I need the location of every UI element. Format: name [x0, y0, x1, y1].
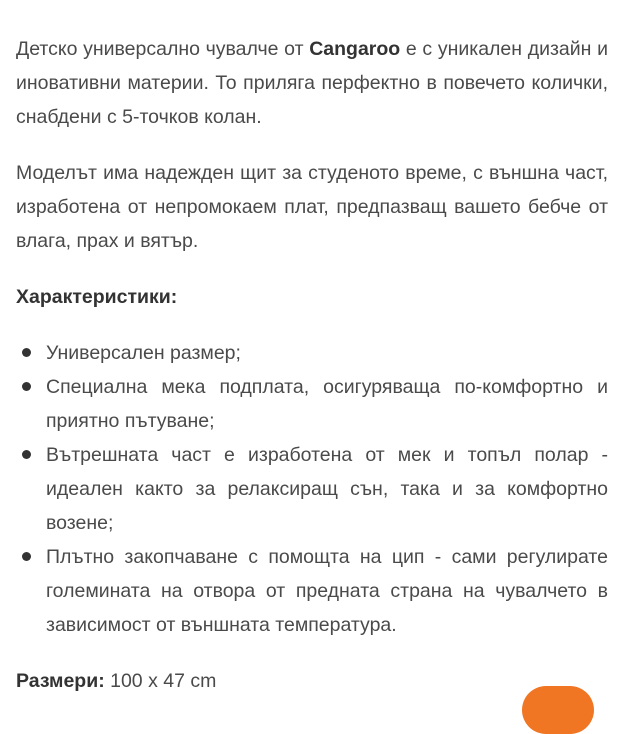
list-item [16, 540, 608, 642]
list-item [16, 438, 608, 540]
dimensions-label: Размери: [16, 670, 105, 692]
list-item-text: Специална мека подплата, осигуряваща по-комфортно и приятно пътуване; [46, 376, 608, 432]
bullet-icon [22, 348, 31, 357]
bullet-icon [22, 382, 31, 391]
description-text-intro: Детско универсално чувалче от [16, 38, 310, 60]
description-paragraph-1 [16, 32, 608, 134]
dimensions-value: 100 x 47 cm [104, 670, 217, 692]
list-item-text: Универсален размер; [46, 342, 241, 364]
list-item [16, 336, 608, 370]
characteristics-list [16, 336, 608, 642]
bullet-icon [22, 552, 31, 561]
product-description [16, 32, 608, 720]
list-item [16, 370, 608, 438]
list-item-text: Плътно закопчаване с помощта на цип - сами регулирате големината на отвора от предната страна на чувалчето в зависимост от външната температура. [46, 546, 608, 636]
brand-name: Cangaroo [309, 38, 401, 60]
bullet-icon [22, 450, 31, 459]
description-text-rest: е с уникален дизайн и иновативни материи. То приляга перфектно в повечето колички, снабдени с 5-точков колан. [16, 38, 608, 128]
characteristics-heading: Характеристики: [16, 286, 178, 308]
dimensions-line [16, 664, 608, 698]
floating-action-button[interactable] [522, 686, 594, 734]
description-paragraph-2: Моделът има надежден щит за студеното време, с външна част, изработена от непромокаем плат, предпазващ вашето бебче от влага, прах и вятър. [16, 162, 608, 252]
list-item-text: Вътрешната част е изработена от мек и топъл полар - идеален както за релаксиращ сън, така и за комфортно возене; [46, 444, 608, 534]
